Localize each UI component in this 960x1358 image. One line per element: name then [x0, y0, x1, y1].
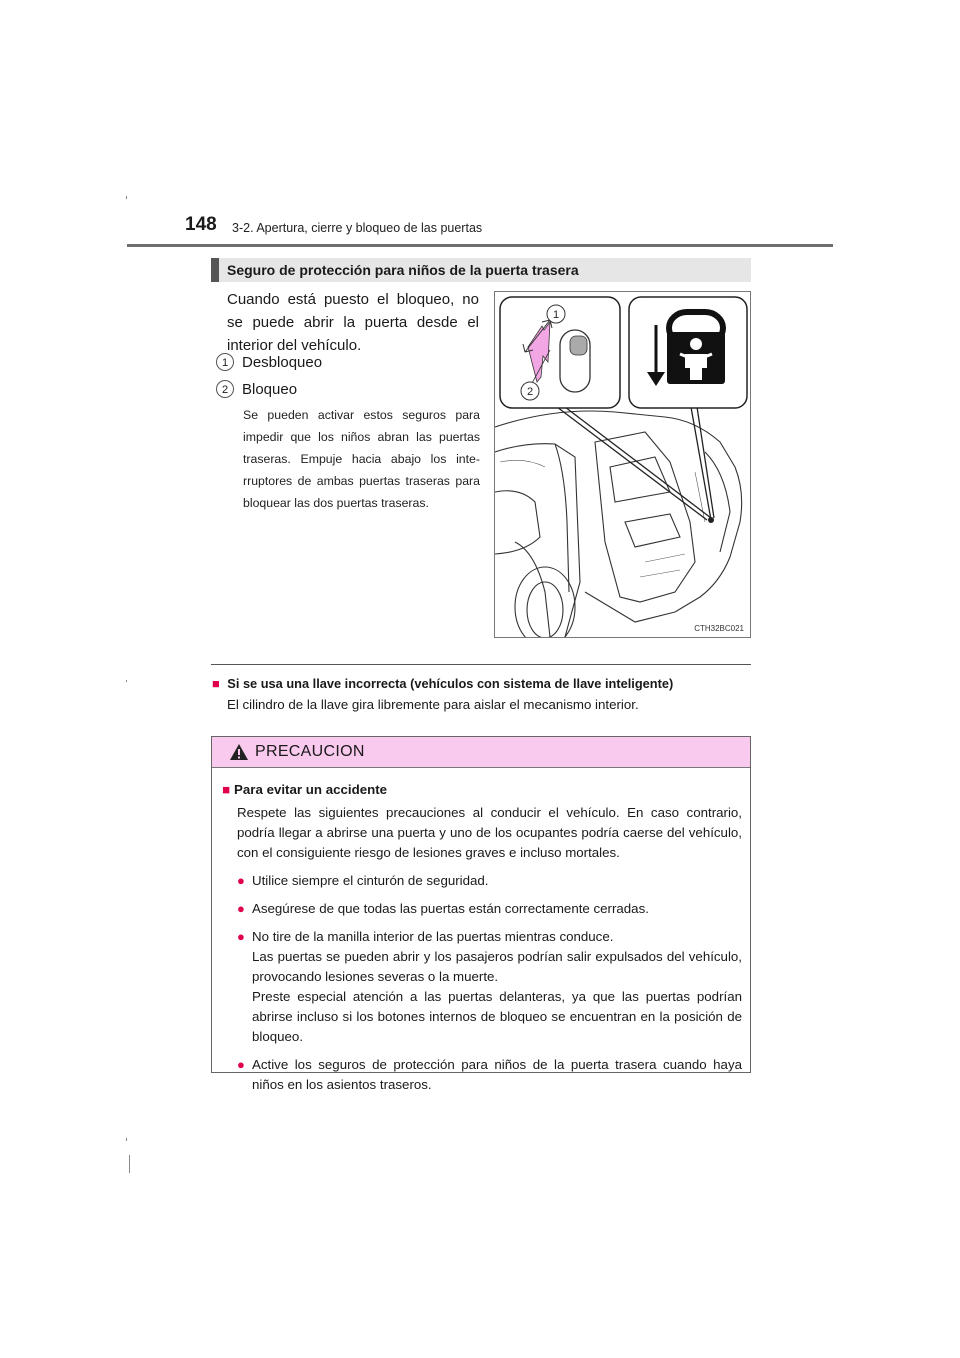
- crop-mark: [126, 1138, 127, 1141]
- warning-triangle-icon: [230, 744, 248, 760]
- warning-title: PRECAUCION: [255, 743, 365, 760]
- step-label: Bloqueo: [242, 380, 298, 398]
- warning-body: [212, 768, 750, 1095]
- bullet-dot-icon: ●: [237, 873, 245, 888]
- child-lock-illustration: [494, 291, 751, 638]
- warning-heading: [222, 780, 742, 800]
- bullet-text: Utilice siempre el cinturón de seguridad.: [252, 873, 489, 888]
- subsection-title: Si se usa una llave incorrecta (vehículos con sistema de llave inteligente): [227, 676, 674, 691]
- bullet-text: Asegúrese de que todas las puertas están correctamente cerradas.: [252, 901, 649, 916]
- bullet-dot-icon: ●: [237, 1057, 245, 1072]
- step-label: Desbloqueo: [242, 353, 323, 371]
- bullet-text: [252, 927, 742, 1047]
- warning-bullet: [237, 899, 742, 919]
- bullet-line: No tire de la manilla interior de las puertas mientras conduce.: [252, 929, 614, 944]
- step-lock: [216, 380, 297, 398]
- warning-heading-text: Para evitar un accidente: [234, 782, 388, 797]
- section-divider: [211, 664, 751, 665]
- intro-text: Cuando está puesto el bloqueo, no se puede abrir la puerta desde el interior del vehículo.: [227, 291, 479, 354]
- car-rear-door-icon: [495, 292, 750, 637]
- subsection-heading: [212, 676, 673, 691]
- note-text: Se pueden activar estos seguros para impedir que los niños abran las puertas traseras. Empuje hacia abajo los inte-rruptores de ambas puertas traseras para bloquear las dos puertas traseras.: [243, 408, 480, 510]
- crop-mark: [129, 1155, 130, 1173]
- bullet-dot-icon: ●: [237, 929, 245, 944]
- warning-paragraph: Respete las siguientes precauciones al conducir el vehículo. En caso contrario, podría llegar a abrirse una puerta y uno de los ocupantes podría caerse del vehículo, con el consiguiente riesgo de lesiones graves e incluso mortales.: [237, 805, 742, 860]
- crop-mark: [126, 196, 127, 199]
- warning-bullet: [237, 927, 742, 1047]
- header-rule: [127, 244, 833, 247]
- warning-bullet: [237, 871, 742, 891]
- square-bullet-icon: ■: [212, 676, 220, 691]
- page-number: 148: [185, 214, 217, 235]
- callout-1: 1: [552, 309, 560, 321]
- bullet-text: Active los seguros de protección para niños de la puerta trasera cuando haya niños en los asientos traseros.: [252, 1057, 742, 1092]
- warning-header: [212, 737, 750, 768]
- illustration-code: CTH32BC021: [694, 624, 744, 633]
- warning-box: [211, 736, 751, 1092]
- running-head: 3-2. Apertura, cierre y bloqueo de las puertas: [232, 221, 483, 235]
- bullet-line: Las puertas se pueden abrir y los pasajeros podrían salir expulsados del vehículo, provocando lesiones severas o la muerte.: [252, 949, 742, 984]
- square-bullet-icon: ■: [222, 782, 231, 797]
- bullet-dot-icon: ●: [237, 901, 245, 916]
- crop-mark: [126, 680, 127, 682]
- callout-2: 2: [526, 386, 534, 398]
- subsection-text: El cilindro de la llave gira libremente para aislar el mecanismo interior.: [227, 697, 639, 712]
- step-number: 1: [216, 353, 234, 371]
- bullet-line: Preste especial atención a las puertas delanteras, ya que las puertas podrían abrirse incluso si los botones internos de bloqueo se encuentran en la posición de bloqueo.: [252, 989, 742, 1044]
- step-number: 2: [216, 380, 234, 398]
- section-title: Seguro de protección para niños de la puerta trasera: [211, 258, 751, 282]
- step-unlock: [216, 353, 322, 371]
- warning-bullet: [237, 1055, 742, 1095]
